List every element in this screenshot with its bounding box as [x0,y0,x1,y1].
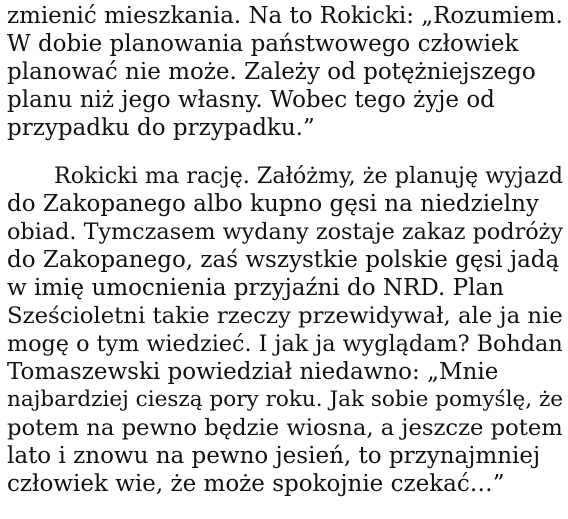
text-line: planować nie może. Zależy od potężniejszego [7,59,536,85]
text-line: W dobie planowania państwowego człowiek [7,31,519,57]
text-line: lato i znowu na pewno jesień, to przynajmniej [7,443,541,469]
text-line-indented: Rokicki ma rację. Załóżmy, że planuję wyjazd [54,163,563,189]
text-line: przypadku do przypadku.” [7,115,315,141]
document-page [7,0,565,498]
paragraph-gap [7,142,565,162]
text-line: zmienić mieszkania. Na to Rokicki: „Rozumiem. [7,3,563,29]
text-line: potem na pewno będzie wiosna, a jeszcze potem [7,415,563,441]
text-line: Sześcioletni takie rzeczy przewidywał, ale ja nie [7,303,563,329]
paragraph-1 [7,2,565,142]
text-line: planu niż jego własny. Wobec tego żyje od [7,87,495,113]
text-line: człowiek wie, że może spokojnie czekać…” [7,471,505,497]
text-line: w imię umocnienia przyjaźni do NRD. Plan [7,275,504,301]
text-line: Tomaszewski powiedział niedawno: „Mnie [7,359,499,385]
paragraph-2 [7,162,565,498]
text-line: do Zakopanego albo kupno gęsi na niedzielny [7,191,539,217]
text-line: mogę o tym wiedzieć. I jak ja wyglądam? Bohdan [7,331,563,357]
text-line: do Zakopanego, zaś wszystkie polskie gęsi jadą [7,247,560,273]
text-line: obiad. Tymczasem wydany zostaje zakaz podróży [7,219,564,245]
text-line: najbardziej cieszą pory roku. Jak sobie pomyślę, że [7,387,564,412]
